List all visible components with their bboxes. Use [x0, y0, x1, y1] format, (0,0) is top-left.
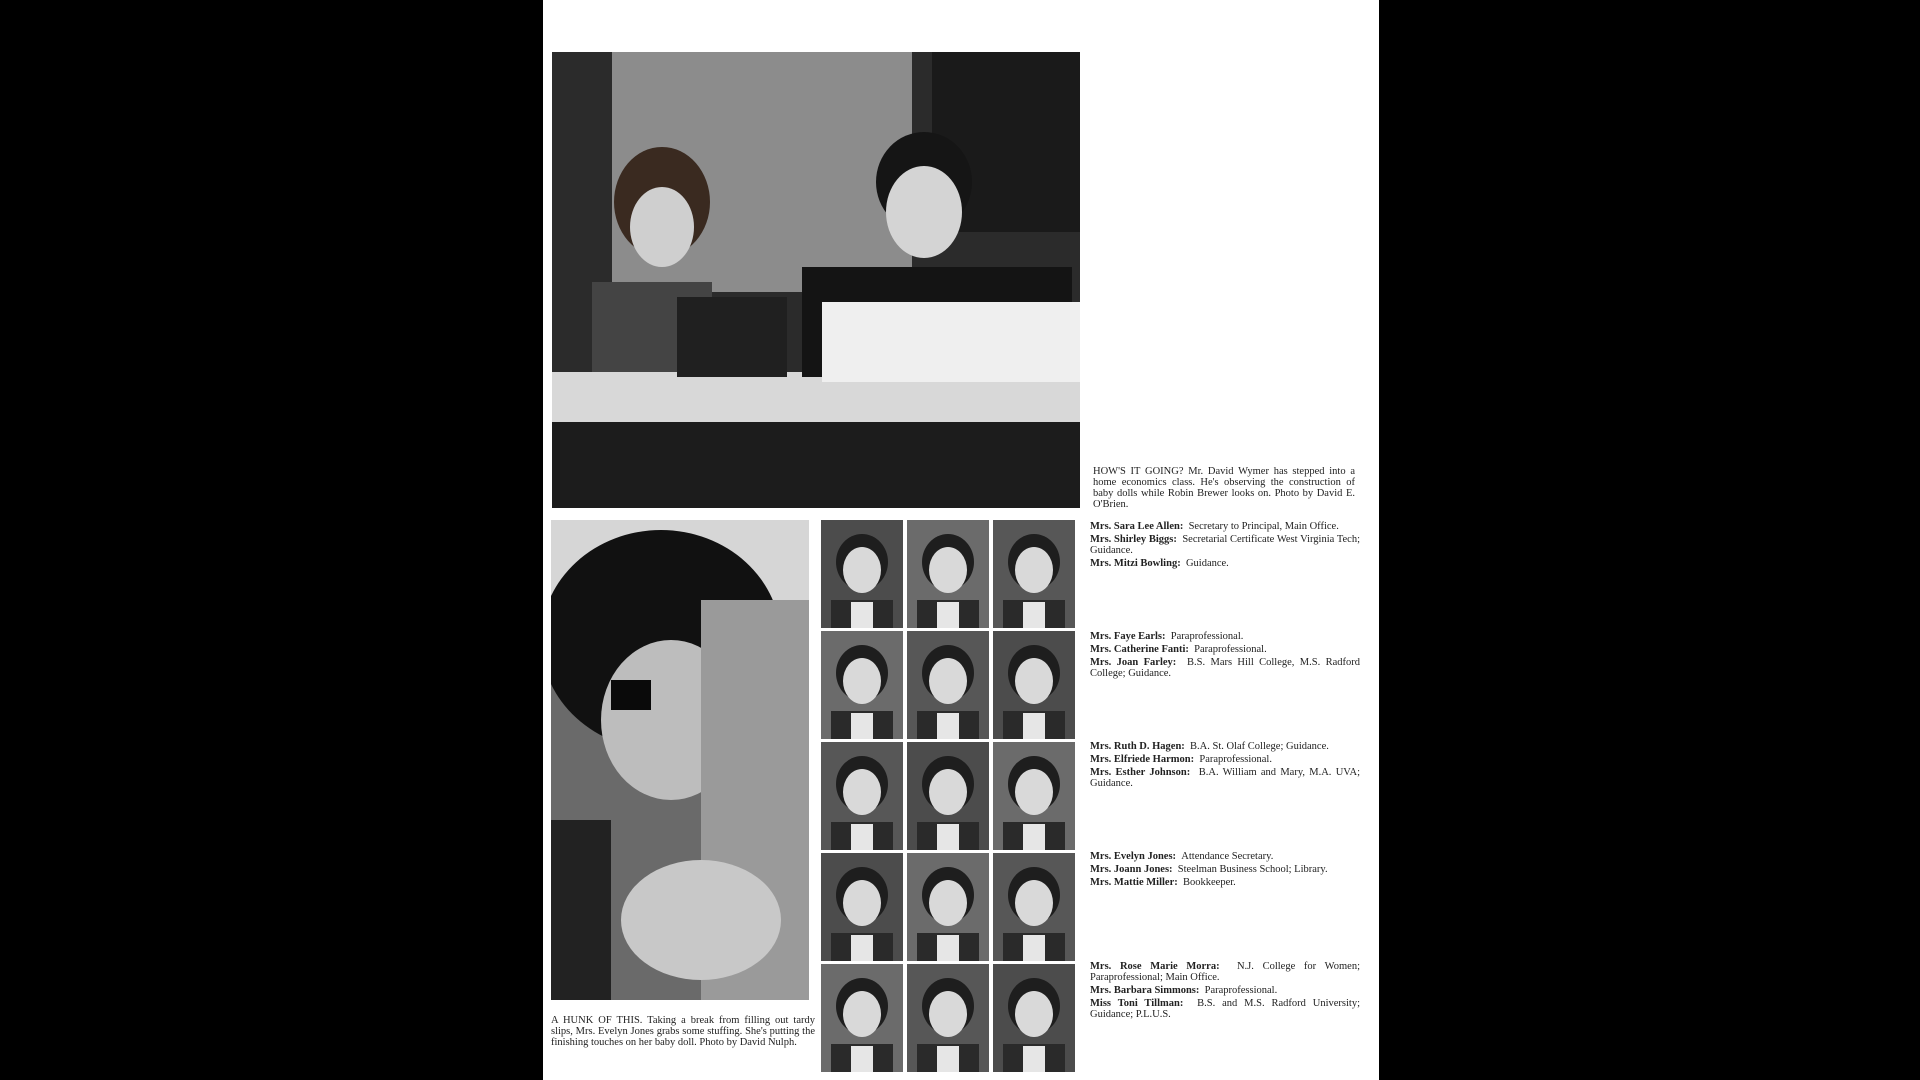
staff-portrait [907, 964, 989, 1072]
staff-entry [1090, 998, 1360, 1020]
staff-portrait [821, 964, 903, 1072]
staff-entry [1090, 754, 1360, 765]
staff-name: Mrs. Barbara Simmons: [1090, 985, 1200, 996]
home-economics-class-photo [552, 52, 1080, 508]
staff-description: B.A. St. Olaf College; Guidance. [1190, 741, 1329, 752]
staff-name: Mrs. Mattie Miller: [1090, 877, 1178, 888]
staff-portrait [821, 742, 903, 850]
staff-entry [1090, 521, 1360, 532]
staff-name: Mrs. Elfriede Harmon: [1090, 754, 1195, 765]
evelyn-jones-photo [551, 520, 809, 1000]
staff-name: Miss Toni Tillman: [1090, 998, 1184, 1009]
staff-description: Paraprofessional. [1199, 754, 1272, 765]
staff-description: Secretary to Principal, Main Office. [1188, 521, 1339, 532]
staff-portrait [821, 520, 903, 628]
staff-portrait [993, 742, 1075, 850]
staff-entry [1090, 864, 1360, 875]
staff-listing-group [1090, 521, 1360, 571]
staff-description: Paraprofessional. [1204, 985, 1278, 996]
staff-entry [1090, 558, 1360, 569]
staff-portrait [907, 520, 989, 628]
staff-portrait [993, 964, 1075, 1072]
staff-description: N.J. College for Women; Paraprofessional; Main Office. [1090, 961, 1360, 983]
staff-entry [1090, 534, 1360, 556]
staff-description: Attendance Secretary. [1181, 851, 1274, 862]
staff-entry [1090, 985, 1360, 996]
staff-name: Mrs. Joan Farley: [1090, 657, 1177, 668]
staff-entry [1090, 851, 1360, 862]
staff-name: Mrs. Joann Jones: [1090, 864, 1173, 875]
staff-portrait [907, 742, 989, 850]
staff-description: Paraprofessional. [1194, 644, 1267, 655]
staff-description: Steelman Business School; Library. [1177, 864, 1328, 875]
staff-entry [1090, 877, 1360, 888]
staff-listing-group [1090, 851, 1360, 890]
staff-entry [1090, 644, 1360, 655]
staff-entry [1090, 961, 1360, 983]
staff-portrait [993, 853, 1075, 961]
staff-name: Mrs. Rose Marie Morra: [1090, 961, 1220, 972]
staff-portrait [907, 631, 989, 739]
staff-name: Mrs. Esther Johnson: [1090, 767, 1191, 778]
staff-name: Mrs. Shirley Biggs: [1090, 534, 1177, 545]
staff-portrait [993, 520, 1075, 628]
staff-name: Mrs. Sara Lee Allen: [1090, 521, 1184, 532]
staff-portrait [993, 631, 1075, 739]
top-photo-caption: HOW'S IT GOING? Mr. David Wymer has stepped into a home economics class. He's observing the construction of baby dolls while Robin Brewer looks on. Photo by David E. O'Brien. [1093, 466, 1355, 510]
bottom-photo-caption: A HUNK OF THIS. Taking a break from filling out tardy slips, Mrs. Evelyn Jones grabs some stuffing. She's putting the finishing touches on her baby doll. Photo by David Nulph. [551, 1015, 815, 1048]
staff-entry [1090, 657, 1360, 679]
staff-description: B.S. and M.S. Radford University; Guidance; P.L.U.S. [1090, 998, 1360, 1020]
staff-entry [1090, 741, 1360, 752]
staff-entry [1090, 631, 1360, 642]
yearbook-page [543, 0, 1379, 1080]
staff-listing-group [1090, 961, 1360, 1022]
staff-description: B.A. William and Mary, M.A. UVA; Guidance. [1090, 767, 1361, 789]
staff-name: Mrs. Catherine Fanti: [1090, 644, 1189, 655]
staff-description: B.S. Mars Hill College, M.S. Radford College; Guidance. [1090, 657, 1360, 679]
staff-portrait-grid [821, 520, 1079, 1078]
staff-name: Mrs. Mitzi Bowling: [1090, 558, 1181, 569]
staff-description: Bookkeeper. [1183, 877, 1236, 888]
staff-name: Mrs. Faye Earls: [1090, 631, 1166, 642]
staff-entry [1090, 767, 1360, 789]
staff-name: Mrs. Ruth D. Hagen: [1090, 741, 1185, 752]
staff-name: Mrs. Evelyn Jones: [1090, 851, 1177, 862]
staff-portrait [821, 853, 903, 961]
staff-listing-group [1090, 741, 1360, 791]
staff-portrait [821, 631, 903, 739]
staff-description: Guidance. [1185, 558, 1229, 569]
staff-portrait [907, 853, 989, 961]
staff-description: Paraprofessional. [1170, 631, 1244, 642]
staff-listing-group [1090, 631, 1360, 681]
staff-description: Secretarial Certificate West Virginia Tech; Guidance. [1090, 534, 1361, 556]
